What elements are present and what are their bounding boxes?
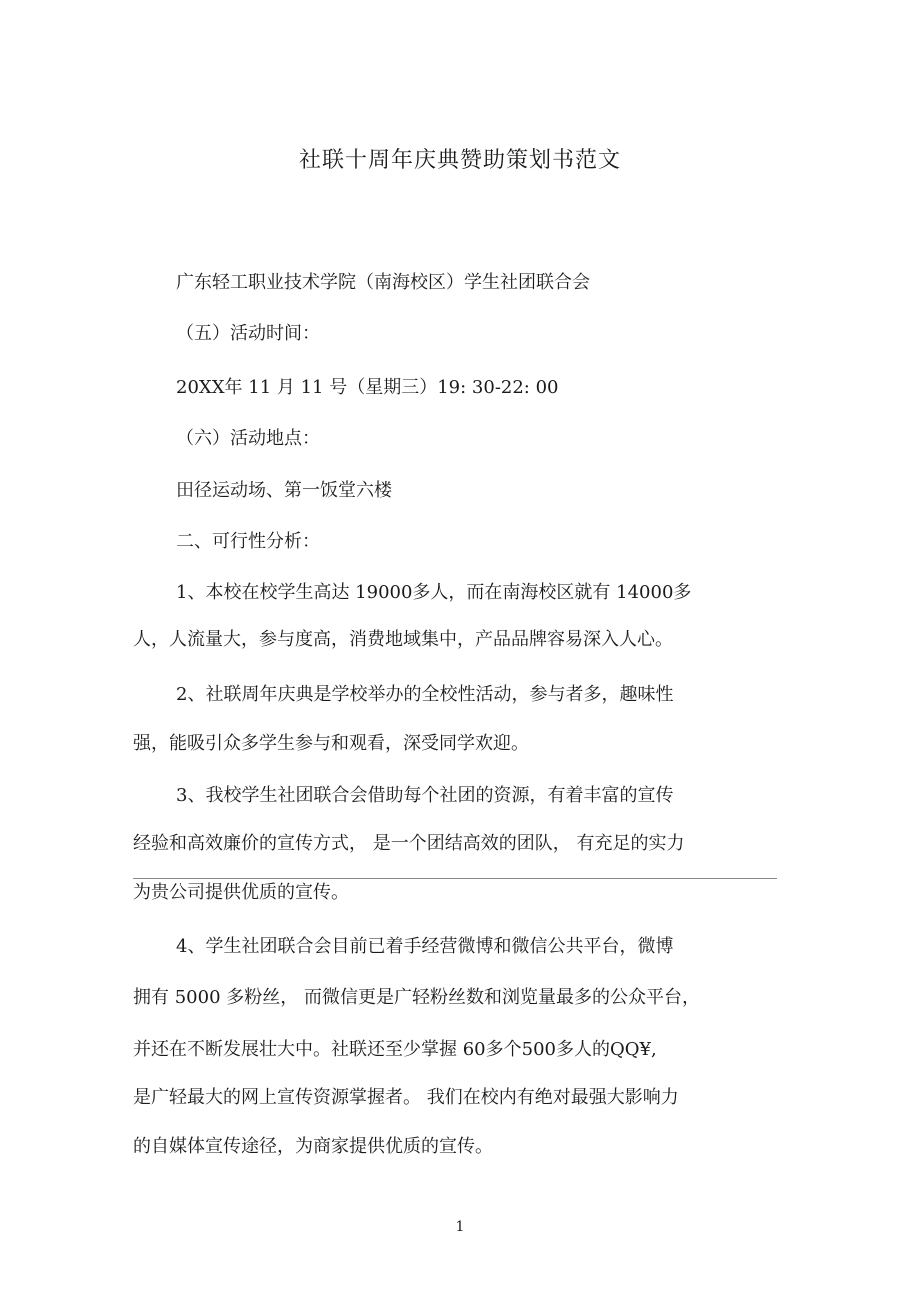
text-line-point3-a: 3、我校学生社团联合会借助每个社团的资源，有着丰富的宣传 <box>176 785 674 806</box>
text-line-time-value: 20XX年 11 月 11 号（星期三）19: 30-22: 00 <box>176 377 559 398</box>
text-line-section-heading: 二、可行性分析： <box>176 531 320 552</box>
text-line-point1-b: 人，人流量大，参与度高，消费地域集中，产品品牌容易深入人心。 <box>133 629 673 650</box>
page-number: 1 <box>455 1219 465 1235</box>
text-line-point4-b: 拥有 5000 多粉丝， 而微信更是广轻粉丝数和浏览量最多的公众平台， <box>133 987 700 1008</box>
text-line-school: 广东轻工职业技术学院（南海校区）学生社团联合会 <box>176 272 590 293</box>
document-title: 社联十周年庆典赞助策划书范文 <box>298 148 621 173</box>
text-line-time-heading: （五）活动时间： <box>176 323 320 344</box>
text-line-point2-b: 强，能吸引众多学生参与和观看，深受同学欢迎。 <box>133 733 529 754</box>
text-line-place-value: 田径运动场、第一饭堂六楼 <box>176 480 392 501</box>
text-line-point4-a: 4、学生社团联合会目前已着手经营微博和微信公共平台，微博 <box>176 936 674 957</box>
text-line-point4-d: 是广轻最大的网上宣传资源掌握者。 我们在校内有绝对最强大影响力 <box>133 1087 679 1108</box>
text-line-place-heading: （六）活动地点： <box>176 428 320 449</box>
horizontal-divider <box>133 878 777 879</box>
text-line-point3-b: 经验和高效廉价的宣传方式， 是一个团结高效的团队， 有充足的实力 <box>133 833 685 854</box>
text-line-point4-c: 并还在不断发展壮大中。社联还至少掌握 60多个500多人的QQ¥, <box>133 1039 657 1060</box>
text-line-point4-e: 的自媒体宣传途径，为商家提供优质的宣传。 <box>133 1136 493 1157</box>
text-line-point3-c: 为贵公司提供优质的宣传。 <box>133 882 349 903</box>
text-line-point2-a: 2、社联周年庆典是学校举办的全校性活动，参与者多，趣味性 <box>176 684 674 705</box>
text-line-point1-a: 1、本校在校学生高达 19000多人，而在南海校区就有 14000多 <box>176 582 692 603</box>
